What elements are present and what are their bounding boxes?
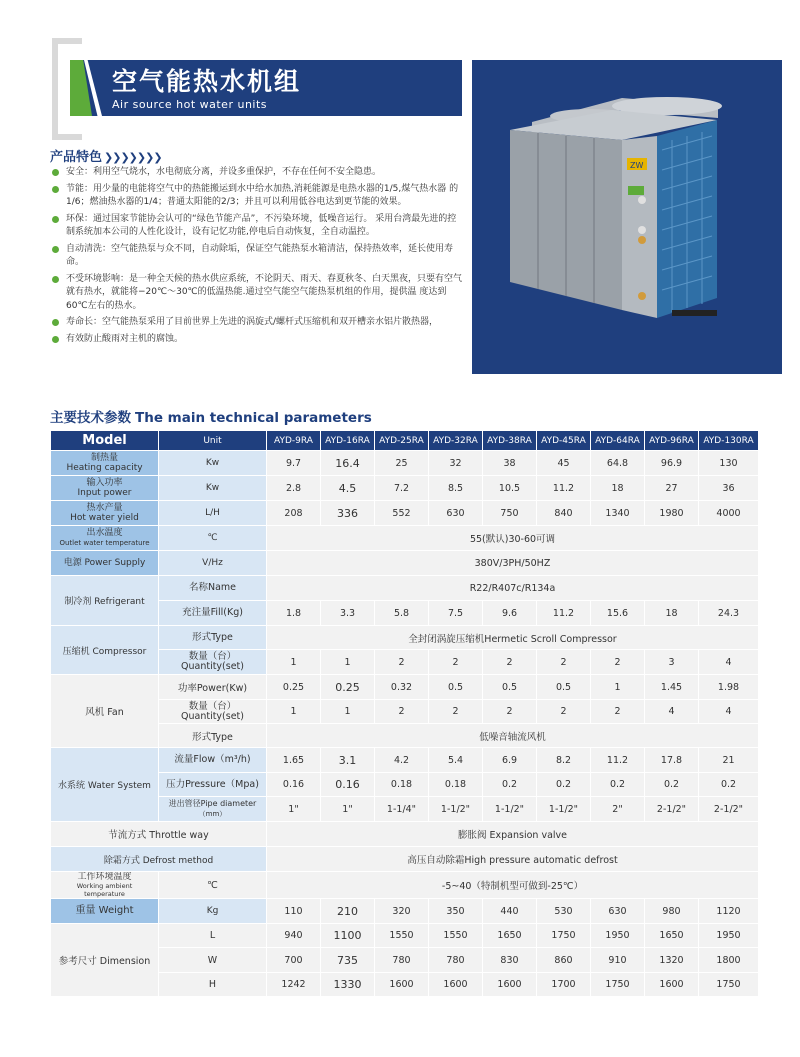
value-cell: 336 xyxy=(321,501,375,526)
value-cell: 0.32 xyxy=(375,675,429,700)
value-cell: 2-1/2" xyxy=(699,797,759,822)
chevron-arrows-icon: ❯❯❯❯❯❯❯ xyxy=(104,151,162,164)
row-label-heating xyxy=(51,451,159,476)
label-en: Heating capacity xyxy=(66,463,143,473)
value-cell: 11.2 xyxy=(591,748,645,773)
value-cell: 3 xyxy=(645,650,699,675)
value-cell: 全封闭涡旋压缩机Hermetic Scroll Compressor xyxy=(267,626,759,650)
value-cell: 1650 xyxy=(645,924,699,948)
value-cell: 4.5 xyxy=(321,476,375,501)
value-cell: 高压自动除霜High pressure automatic defrost xyxy=(267,847,759,872)
value-cell: 1750 xyxy=(537,924,591,948)
value-cell: 2 xyxy=(375,700,429,724)
row-label-outlet xyxy=(51,526,159,551)
value-cell: 2 xyxy=(429,700,483,724)
group-label-refrigerant: 制冷剂 Refrigerant xyxy=(51,576,159,626)
value-cell: 110 xyxy=(267,899,321,924)
table-row xyxy=(51,501,759,526)
value-cell: 780 xyxy=(375,948,429,973)
label-cn: 进出管径Pipe diameter xyxy=(168,799,257,808)
feature-text: 有效防止酸雨对主机的腐蚀。 xyxy=(66,333,184,344)
row-label-input xyxy=(51,476,159,501)
value-cell: 735 xyxy=(321,948,375,973)
value-cell: 1750 xyxy=(699,973,759,997)
value-cell: 1-1/2" xyxy=(537,797,591,822)
value-cell: 2 xyxy=(537,700,591,724)
value-cell: 18 xyxy=(645,601,699,626)
value-cell: 2 xyxy=(483,650,537,675)
value-cell: 1" xyxy=(267,797,321,822)
bullet-dot-icon xyxy=(52,216,59,223)
value-cell: 1 xyxy=(267,700,321,724)
value-cell: 1-1/4" xyxy=(375,797,429,822)
feature-text: 节能：用少量的电能将空气中的热能搬运到水中给水加热,消耗能源是电热水器的1/5,煤气热水器 的1/6；燃油热水器的1/4；普通太阳能的2/3；并且可以利用低谷电达到更节能的效果。 xyxy=(66,183,459,207)
unit-cell: L xyxy=(159,924,267,948)
value-cell: 1 xyxy=(321,700,375,724)
unit-cell: W xyxy=(159,948,267,973)
value-cell: 24.3 xyxy=(699,601,759,626)
unit-header: Unit xyxy=(159,431,267,451)
model-column-header: AYD-96RA xyxy=(645,431,699,451)
label-cn: 制热量 xyxy=(90,453,118,463)
unit-cell: Kw xyxy=(159,451,267,476)
value-cell: 1550 xyxy=(429,924,483,948)
group-label-compressor: 压缩机 Compressor xyxy=(51,626,159,675)
params-heading-cn: 主要技术参数 xyxy=(50,410,131,426)
feature-text: 不受环境影响：是一种全天候的热水供应系统，不论阴天、雨天、春夏秋冬、白天黑夜，只要有空气就有热水，就能将−20℃～30℃的低温热能.通过空气能空气能热泵机组的作用，提供温 度达到60℃左右的热水。 xyxy=(66,273,463,311)
sub-label: 形式Type xyxy=(159,724,267,748)
label-en: Working ambient xyxy=(76,882,133,890)
label-en: Outlet water temperature xyxy=(59,539,150,547)
value-cell: 0.2 xyxy=(591,773,645,797)
value-cell: 2 xyxy=(591,700,645,724)
value-cell: 980 xyxy=(645,899,699,924)
value-cell: 1550 xyxy=(375,924,429,948)
table-row xyxy=(51,822,759,847)
value-cell: 3.3 xyxy=(321,601,375,626)
label-en: Quantity(set) xyxy=(181,661,244,672)
label-cn: 数量（台） xyxy=(188,700,237,712)
value-cell: 3.1 xyxy=(321,748,375,773)
value-cell: 10.5 xyxy=(483,476,537,501)
value-cell: 5.4 xyxy=(429,748,483,773)
label-cn: 出水温度 xyxy=(86,528,123,538)
sub-label: 压力Pressure（Mpa) xyxy=(159,773,267,797)
value-cell: 208 xyxy=(267,501,321,526)
model-column-header: AYD-9RA xyxy=(267,431,321,451)
features-list xyxy=(52,166,464,349)
sub-label: 流量Flow（m³/h) xyxy=(159,748,267,773)
feature-text: 自动清洗：空气能热泵与众不同，自动除垢，保证空气能热泵水箱清洁，保持热效率，延长使用寿命。 xyxy=(66,243,454,267)
value-cell: 830 xyxy=(483,948,537,973)
value-cell: R22/R407c/R134a xyxy=(267,576,759,601)
row-label-throttle: 节流方式 Throttle way xyxy=(51,822,267,847)
row-label-power: 电源 Power Supply xyxy=(51,551,159,576)
value-cell: 860 xyxy=(537,948,591,973)
bullet-dot-icon xyxy=(52,186,59,193)
value-cell: 45 xyxy=(537,451,591,476)
value-cell: 1120 xyxy=(699,899,759,924)
value-cell: 0.18 xyxy=(375,773,429,797)
product-badge: ZW xyxy=(630,161,644,170)
row-label-defrost: 除霜方式 Defrost method xyxy=(51,847,267,872)
table-row xyxy=(51,924,759,948)
model-column-header: AYD-38RA xyxy=(483,431,537,451)
table-row xyxy=(51,748,759,773)
sub-label: 名称Name xyxy=(159,576,267,601)
model-column-header: AYD-25RA xyxy=(375,431,429,451)
value-cell: 2-1/2" xyxy=(645,797,699,822)
label-en: Quantity(set) xyxy=(181,710,244,722)
value-cell: 530 xyxy=(537,899,591,924)
value-cell: 0.2 xyxy=(537,773,591,797)
value-cell: 17.8 xyxy=(645,748,699,773)
unit-cell: Kw xyxy=(159,476,267,501)
unit-cell: ℃ xyxy=(159,526,267,551)
unit-cell: L/H xyxy=(159,501,267,526)
params-heading-en: The main technical parameters xyxy=(135,410,372,426)
model-header: Model xyxy=(51,431,159,451)
sub-label xyxy=(159,700,267,724)
feature-item xyxy=(52,316,464,330)
value-cell: 15.6 xyxy=(591,601,645,626)
value-cell: 4.2 xyxy=(375,748,429,773)
value-cell: 552 xyxy=(375,501,429,526)
label-en: Hot water yield xyxy=(70,513,139,523)
value-cell: 1.45 xyxy=(645,675,699,700)
value-cell: 0.25 xyxy=(267,675,321,700)
model-column-header: AYD-32RA xyxy=(429,431,483,451)
value-cell: 1600 xyxy=(483,973,537,997)
value-cell: 4 xyxy=(699,650,759,675)
sub-label: 功率Power(Kw) xyxy=(159,675,267,700)
value-cell: 2.8 xyxy=(267,476,321,501)
value-cell: 350 xyxy=(429,899,483,924)
label-cn: 数量（台） xyxy=(188,651,237,662)
bullet-dot-icon xyxy=(52,276,59,283)
value-cell: 2 xyxy=(537,650,591,675)
value-cell: 21 xyxy=(699,748,759,773)
value-cell: 96.9 xyxy=(645,451,699,476)
value-cell: 11.2 xyxy=(537,476,591,501)
table-row xyxy=(51,626,759,650)
value-cell: 1950 xyxy=(699,924,759,948)
value-cell: 1330 xyxy=(321,973,375,997)
value-cell: 2 xyxy=(375,650,429,675)
row-label-weight: 重量 Weight xyxy=(51,899,159,924)
table-row xyxy=(51,551,759,576)
model-column-header: AYD-45RA xyxy=(537,431,591,451)
table-row xyxy=(51,899,759,924)
value-cell: 380V/3PH/50HZ xyxy=(267,551,759,576)
feature-item xyxy=(52,166,464,180)
value-cell: 780 xyxy=(429,948,483,973)
value-cell: 7.5 xyxy=(429,601,483,626)
value-cell: 1.65 xyxy=(267,748,321,773)
model-column-header: AYD-64RA xyxy=(591,431,645,451)
value-cell: 1650 xyxy=(483,924,537,948)
value-cell: 130 xyxy=(699,451,759,476)
value-cell: 0.16 xyxy=(321,773,375,797)
value-cell: 55(默认)30-60可调 xyxy=(267,526,759,551)
row-label-ambient xyxy=(51,872,159,899)
table-row xyxy=(51,847,759,872)
value-cell: 1 xyxy=(321,650,375,675)
label-cn: 热水产量 xyxy=(86,503,123,513)
value-cell: 1 xyxy=(267,650,321,675)
row-label-yield xyxy=(51,501,159,526)
value-cell: 18 xyxy=(591,476,645,501)
sub-label: 充注量Fill(Kg) xyxy=(159,601,267,626)
value-cell: 1950 xyxy=(591,924,645,948)
value-cell: 0.5 xyxy=(429,675,483,700)
value-cell: 25 xyxy=(375,451,429,476)
value-cell: 1.98 xyxy=(699,675,759,700)
value-cell: 5.8 xyxy=(375,601,429,626)
group-label-dimension: 参考尺寸 Dimension xyxy=(51,924,159,997)
sub-label: 形式Type xyxy=(159,626,267,650)
table-row xyxy=(51,576,759,601)
value-cell: 630 xyxy=(429,501,483,526)
unit-cell: V/Hz xyxy=(159,551,267,576)
unit-cell: ℃ xyxy=(159,872,267,899)
value-cell: 36 xyxy=(699,476,759,501)
value-cell: 1-1/2" xyxy=(483,797,537,822)
value-cell: 750 xyxy=(483,501,537,526)
feature-item xyxy=(52,213,464,240)
feature-item xyxy=(52,273,464,314)
bullet-dot-icon xyxy=(52,319,59,326)
value-cell: 2 xyxy=(483,700,537,724)
features-heading-text: 产品特色 xyxy=(50,150,103,165)
value-cell: 低噪音轴流风机 xyxy=(267,724,759,748)
unit-cell: H xyxy=(159,973,267,997)
unit-cell: Kg xyxy=(159,899,267,924)
value-cell: 64.8 xyxy=(591,451,645,476)
feature-text: 寿命长：空气能热泵采用了目前世界上先进的涡旋式/螺杆式压缩机和双开槽亲水铝片散热器， xyxy=(66,317,439,327)
page-title: 空气能热水机组 xyxy=(112,67,302,96)
feature-item xyxy=(52,333,464,347)
group-label-water: 水系统 Water System xyxy=(51,748,159,822)
value-cell: 630 xyxy=(591,899,645,924)
model-column-header: AYD-16RA xyxy=(321,431,375,451)
label-cn: 工作环境温度 xyxy=(77,872,132,882)
label-en: （mm） xyxy=(198,810,227,818)
bullet-dot-icon xyxy=(52,246,59,253)
value-cell: 4 xyxy=(645,700,699,724)
value-cell: 210 xyxy=(321,899,375,924)
sub-label xyxy=(159,650,267,675)
value-cell: 9.7 xyxy=(267,451,321,476)
bullet-dot-icon xyxy=(52,336,59,343)
product-photo xyxy=(472,60,782,374)
value-cell: 1340 xyxy=(591,501,645,526)
feature-item xyxy=(52,183,464,210)
value-cell: 1980 xyxy=(645,501,699,526)
value-cell: 8.5 xyxy=(429,476,483,501)
label-en: Input power xyxy=(77,488,132,498)
value-cell: 16.4 xyxy=(321,451,375,476)
bullet-dot-icon xyxy=(52,169,59,176)
value-cell: 1600 xyxy=(645,973,699,997)
value-cell: 1600 xyxy=(429,973,483,997)
table-row xyxy=(51,526,759,551)
value-cell: 9.6 xyxy=(483,601,537,626)
model-column-header: AYD-130RA xyxy=(699,431,759,451)
value-cell: 1100 xyxy=(321,924,375,948)
value-cell: 11.2 xyxy=(537,601,591,626)
spec-table xyxy=(50,430,759,997)
value-cell: 0.2 xyxy=(699,773,759,797)
table-row xyxy=(51,451,759,476)
feature-text: 安全：利用空气烧水，水电彻底分离，并设多重保护，不存在任何不安全隐患。 xyxy=(66,167,382,177)
features-heading xyxy=(50,146,162,165)
value-cell: 1" xyxy=(321,797,375,822)
label-en: temperature xyxy=(84,890,125,898)
value-cell: 1242 xyxy=(267,973,321,997)
value-cell: 8.2 xyxy=(537,748,591,773)
value-cell: 700 xyxy=(267,948,321,973)
feature-item xyxy=(52,243,464,270)
value-cell: 0.5 xyxy=(537,675,591,700)
value-cell: 1800 xyxy=(699,948,759,973)
value-cell: 32 xyxy=(429,451,483,476)
value-cell: 1320 xyxy=(645,948,699,973)
value-cell: 840 xyxy=(537,501,591,526)
value-cell: 0.5 xyxy=(483,675,537,700)
page-subtitle: Air source hot water units xyxy=(112,98,268,111)
value-cell: 1750 xyxy=(591,973,645,997)
value-cell: 440 xyxy=(483,899,537,924)
value-cell: 0.18 xyxy=(429,773,483,797)
table-row xyxy=(51,872,759,899)
params-heading xyxy=(50,406,372,426)
feature-text: 环保：通过国家节能协会认可的“绿色节能产品”，不污染环境，低噪音运行。 采用台湾最先进的控制系统加本公司的人性化设计，设有记忆功能,停电后自动恢复，全自动温控。 xyxy=(66,213,457,237)
value-cell: 1 xyxy=(591,675,645,700)
value-cell: 7.2 xyxy=(375,476,429,501)
value-cell: 940 xyxy=(267,924,321,948)
value-cell: 6.9 xyxy=(483,748,537,773)
table-row xyxy=(51,476,759,501)
group-label-fan: 风机 Fan xyxy=(51,675,159,748)
value-cell: 2" xyxy=(591,797,645,822)
value-cell: 2 xyxy=(429,650,483,675)
value-cell: 1700 xyxy=(537,973,591,997)
value-cell: 38 xyxy=(483,451,537,476)
label-cn: 输入功率 xyxy=(86,478,123,488)
value-cell: 4 xyxy=(699,700,759,724)
value-cell: 910 xyxy=(591,948,645,973)
value-cell: 膨胀阀 Expansion valve xyxy=(267,822,759,847)
value-cell: 1.8 xyxy=(267,601,321,626)
value-cell: 1600 xyxy=(375,973,429,997)
value-cell: 27 xyxy=(645,476,699,501)
value-cell: 0.2 xyxy=(483,773,537,797)
table-row xyxy=(51,675,759,700)
value-cell: 0.2 xyxy=(645,773,699,797)
value-cell: 4000 xyxy=(699,501,759,526)
value-cell: 1-1/2" xyxy=(429,797,483,822)
value-cell: 2 xyxy=(591,650,645,675)
value-cell: 0.25 xyxy=(321,675,375,700)
value-cell: 320 xyxy=(375,899,429,924)
value-cell: 0.16 xyxy=(267,773,321,797)
value-cell: -5~40（特制机型可做到-25℃） xyxy=(267,872,759,899)
sub-label xyxy=(159,797,267,822)
header-row xyxy=(51,431,759,451)
